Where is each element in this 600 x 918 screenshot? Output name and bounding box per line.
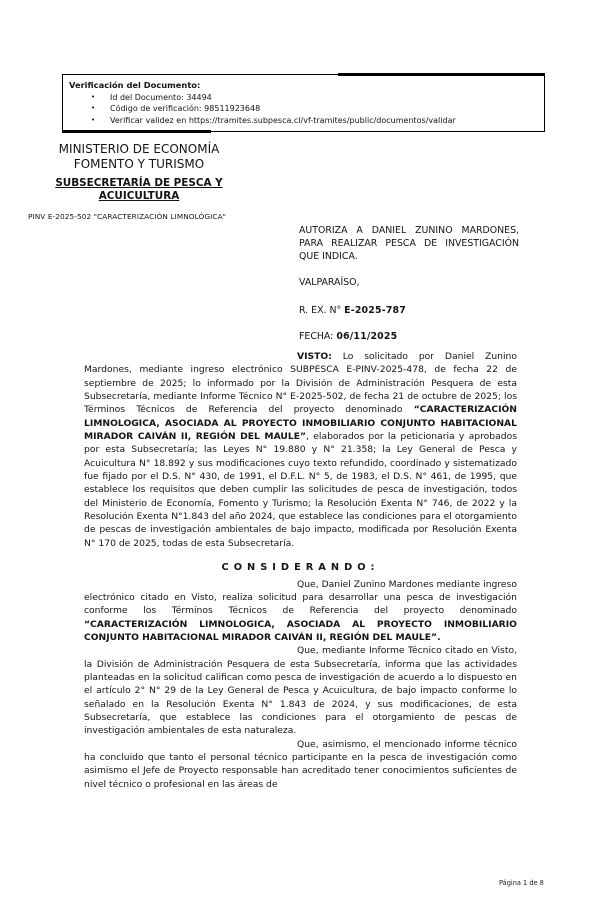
- pinv-reference: PINV E-2025-502 "CARACTERIZACIÓN LIMNOLÓGICA": [28, 212, 227, 221]
- subsecretaria-line-2: ACUICULTURA: [98, 190, 180, 202]
- ministry-line-2: FOMENTO Y TURISMO: [73, 157, 205, 171]
- visto-paragraph: [84, 350, 517, 550]
- considerando-paragraph-2: [84, 644, 517, 737]
- verification-item-label: Id del Documento: 34494: [110, 92, 212, 102]
- paragraph-text: Que, Daniel Zunino Mardones mediante ingreso electrónico citado en Visto, realiza solicitud para desarrollar una pesca de investigación conforme los Términos Técnicos de Referencia del proyecto denominado: [84, 578, 517, 617]
- resolution-number-line: [299, 304, 519, 317]
- verification-url-text: Verificar validez en https://tramites.subpesca.cl/vf-tramites/public/documentos/validar: [110, 115, 456, 125]
- bullet-icon: •: [91, 104, 96, 112]
- resolution-number-label: R. EX. N°: [299, 305, 342, 316]
- considerando-paragraph-1: [84, 578, 517, 645]
- considerando-paragraph-3: [84, 738, 517, 791]
- paragraph-text: Que, asimismo, el mencionado informe técnico ha concluido que tanto el personal técnico participante en la pesca de investigación como asimismo el Jefe de Proyecto responsable han acreditado tener conocimientos suficientes de nivel técnico o profesional en las áreas de: [84, 738, 517, 790]
- verification-item-code: [91, 103, 538, 115]
- resolution-header: [299, 224, 519, 343]
- visto-text-1: Lo solicitado por Daniel Zunino Mardones, mediante ingreso electrónico SUBPESCA E-PINV-2025-478, de fecha 22 de septiembre de 2025; lo informado por la División de Administración Pesquera de esta Subsecretaría, mediante Informe Técnico N° E-2025-502, de fecha 21 de octubre de 2025; los Términos Técnicos de Referencia del proyecto denominado: [84, 351, 517, 416]
- project-title-bold: “CARACTERIZACIÓN LIMNOLOGICA, ASOCIADA AL PROYECTO INMOBILIARIO CONJUNTO HABITACIONAL MIRADOR CAIVÁN II, REGIÓN DEL MAULE”: [84, 404, 517, 443]
- resolution-number-value: E-2025-787: [344, 305, 406, 316]
- verification-item-url: [91, 115, 538, 127]
- page-number: Página 1 de 8: [499, 879, 544, 887]
- verification-item-label: Código de verificación: 98511923648: [110, 104, 261, 113]
- bullet-icon: •: [91, 115, 96, 124]
- project-title-bold: “CARACTERIZACIÓN LIMNOLOGICA, ASOCIADA AL PROYECTO INMOBILIARIO CONJUNTO HABITACIONAL MIRADOR CAIVÁN II, REGIÓN DEL MAULE”.: [84, 618, 517, 643]
- verification-box: [62, 74, 545, 132]
- bullet-icon: •: [91, 92, 96, 101]
- verification-title: Verificación del Documento:: [69, 80, 201, 90]
- letterhead: [30, 142, 248, 203]
- subsecretaria-line-1: SUBSECRETARÍA DE PESCA Y: [55, 177, 223, 189]
- city-line: VALPARAÍSO,: [299, 277, 360, 288]
- resolution-subject: AUTORIZA A DANIEL ZUNINO MARDONES, PARA REALIZAR PESCA DE INVESTIGACIÓN QUE INDICA.: [299, 225, 519, 262]
- date-line: [299, 330, 519, 343]
- date-label: FECHA:: [299, 331, 334, 342]
- ministry-line-1: MINISTERIO DE ECONOMÍA: [58, 142, 220, 156]
- verification-list: [69, 92, 538, 127]
- verification-item-document-id: [91, 92, 538, 104]
- date-value: 06/11/2025: [336, 331, 398, 342]
- subsecretaria-title: [30, 177, 248, 203]
- visto-text-2: , elaborados por la peticionaria y aprobados por esta Subsecretaría; las Leyes N° 19.880 y N° 21.358; la Ley General de Pesca y Acuicultura N° 18.892 y sus modificaciones cuyo texto refundido, coordinado y sistematizado fue fijado por el D.S. N° 430, de 1991, el D.F.L. N° 5, de 1983, el D.S. N° 461, de 1995, que establece los requisitos que deben cumplir las solicitudes de pesca de investigación, todos del Ministerio de Economía, Fomento y Turismo; la Resolución Exenta N° 746, de 2022 y la Resolución Exenta N°1.843 del año 2024, que establece las condiciones para el otorgamiento de pescas de investigación ambientales de bajo impacto, modificada por Resolución Exenta N° 170 de 2025, todas de esta Subsecretaría.: [84, 431, 517, 549]
- document-body: [84, 350, 517, 791]
- visto-label: VISTO:: [297, 351, 332, 362]
- considerando-heading: CONSIDERANDO:: [221, 562, 380, 574]
- paragraph-text: Que, mediante Informe Técnico citado en Visto, la División de Administración Pesquera de esta Subsecretaría, informa que las actividades planteadas en la solicitud califican como pesca de investigación de acuerdo a lo dispuesto en el artículo 2° N° 29 de la Ley General de Pesca y Acuicultura, de bajo impacto conforme lo señalado en la Resolución Exenta N° 1.843 de 2024, y sus modificaciones, de esta Subsecretaría, que establece las condiciones para el otorgamiento de pescas de investigación ambientales de esta naturaleza.: [84, 645, 517, 737]
